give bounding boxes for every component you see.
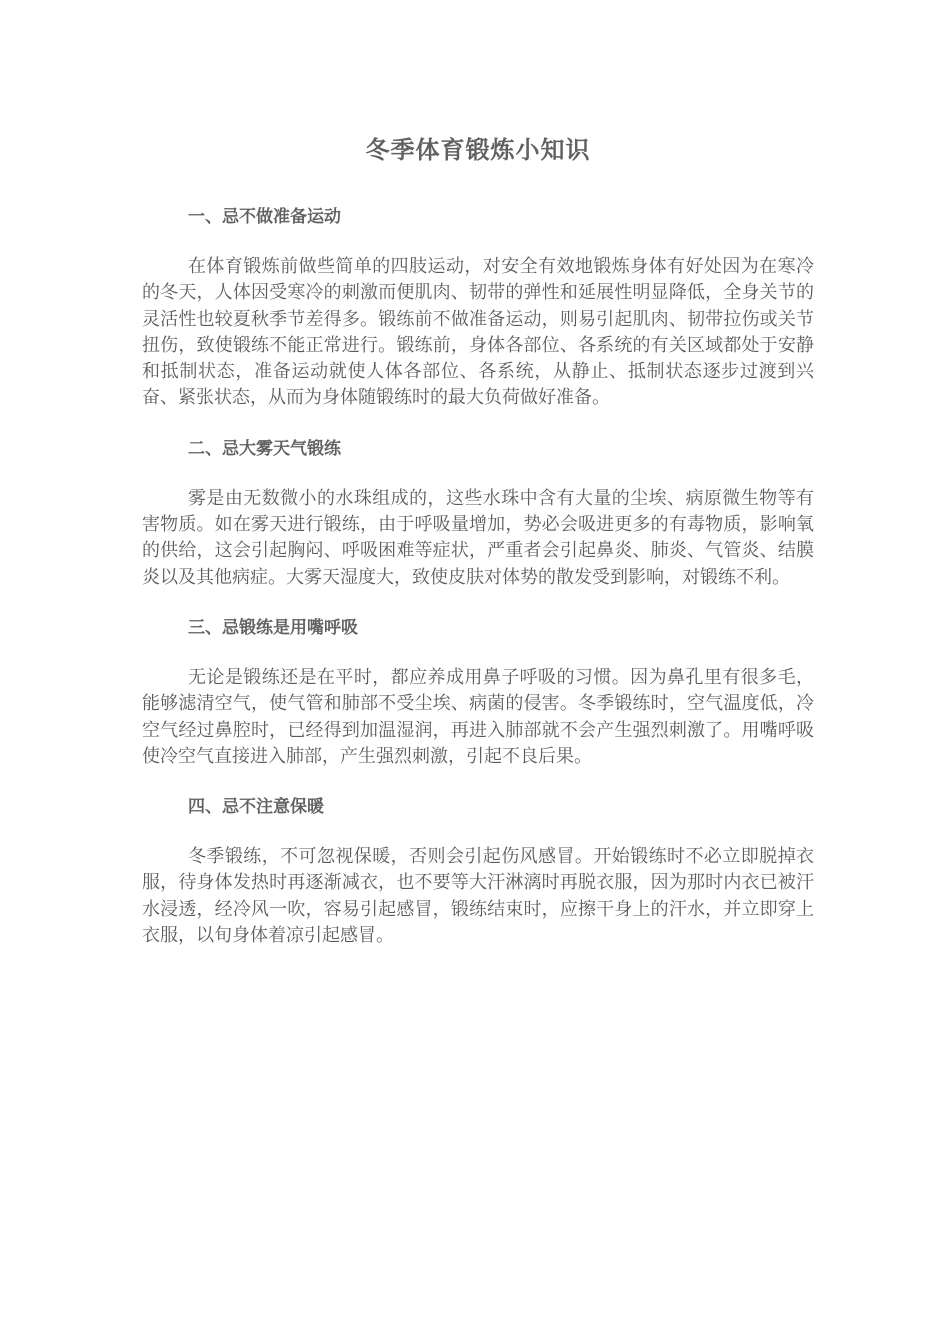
document-title: 冬季体育锻炼小知识 [365,135,591,164]
section-1 [142,204,814,412]
document-page [142,130,814,973]
section-heading: 四、忌不注意保暖 [188,797,324,818]
section-heading: 一、忌不做准备运动 [188,207,341,227]
section-heading: 二、忌大雾天气锻练 [188,438,341,459]
section-3 [142,615,814,770]
section-paragraph: 雾是由无数微小的水珠组成的，这些水珠中含有大量的尘埃、病原微生物等有害物质。如在雾天进行锻练，由于呼吸量增加，势必会吸进更多的有毒物质，影响氧的供给，这会引起胸闷、呼吸困难等症状，严重者会引起鼻炎、肺炎、气管炎、结膜炎以及其他病症。大雾天湿度大，致使皮肤对体势的散发受到影响，对锻练不利。 [142,487,814,588]
section-paragraph: 无论是锻练还是在平时，都应养成用鼻子呼吸的习惯。因为鼻孔里有很多毛，能够滤清空气，使气管和肺部不受尘埃、病菌的侵害。冬季锻练时，空气温度低，冷空气经过鼻腔时，已经得到加温湿润，再进入肺部就不会产生强烈刺激了。用嘴呼吸使冷空气直接进入肺部，产生强烈刺激，引起不良后果。 [142,666,814,767]
section-2 [142,436,814,591]
section-paragraph: 冬季锻练，不可忽视保暖，否则会引起伤风感冒。开始锻练时不必立即脱掉衣服，待身体发热时再逐渐减衣，也不要等大汗淋漓时再脱衣服，因为那时内衣已被汗水浸透，经冷风一吹，容易引起感冒，锻练结束时，应擦干身上的汗水，并立即穿上衣服，以旬身体着凉引起感冒。 [142,846,814,947]
section-heading: 三、忌锻练是用嘴呼吸 [188,617,358,638]
section-paragraph: 在体育锻炼前做些简单的四肢运动，对安全有效地锻炼身体有好处因为在寒冷的冬天，人体因受寒冷的刺激而便肌肉、韧带的弹性和延展性明显降低，全身关节的灵活性也较夏秋季节差得多。锻练前不做准备运动，则易引起肌肉、韧带拉伤或关节扭伤，致使锻练不能正常进行。锻练前，身体各部位、各系统的有关区域都处于安静和抵制状态，准备运动就使人体各部位、各系统，从静止、抵制状态逐步过渡到兴奋、紧张状态，从而为身体随锻练时的最大负荷做好准备。 [142,256,814,409]
section-4 [142,794,814,949]
